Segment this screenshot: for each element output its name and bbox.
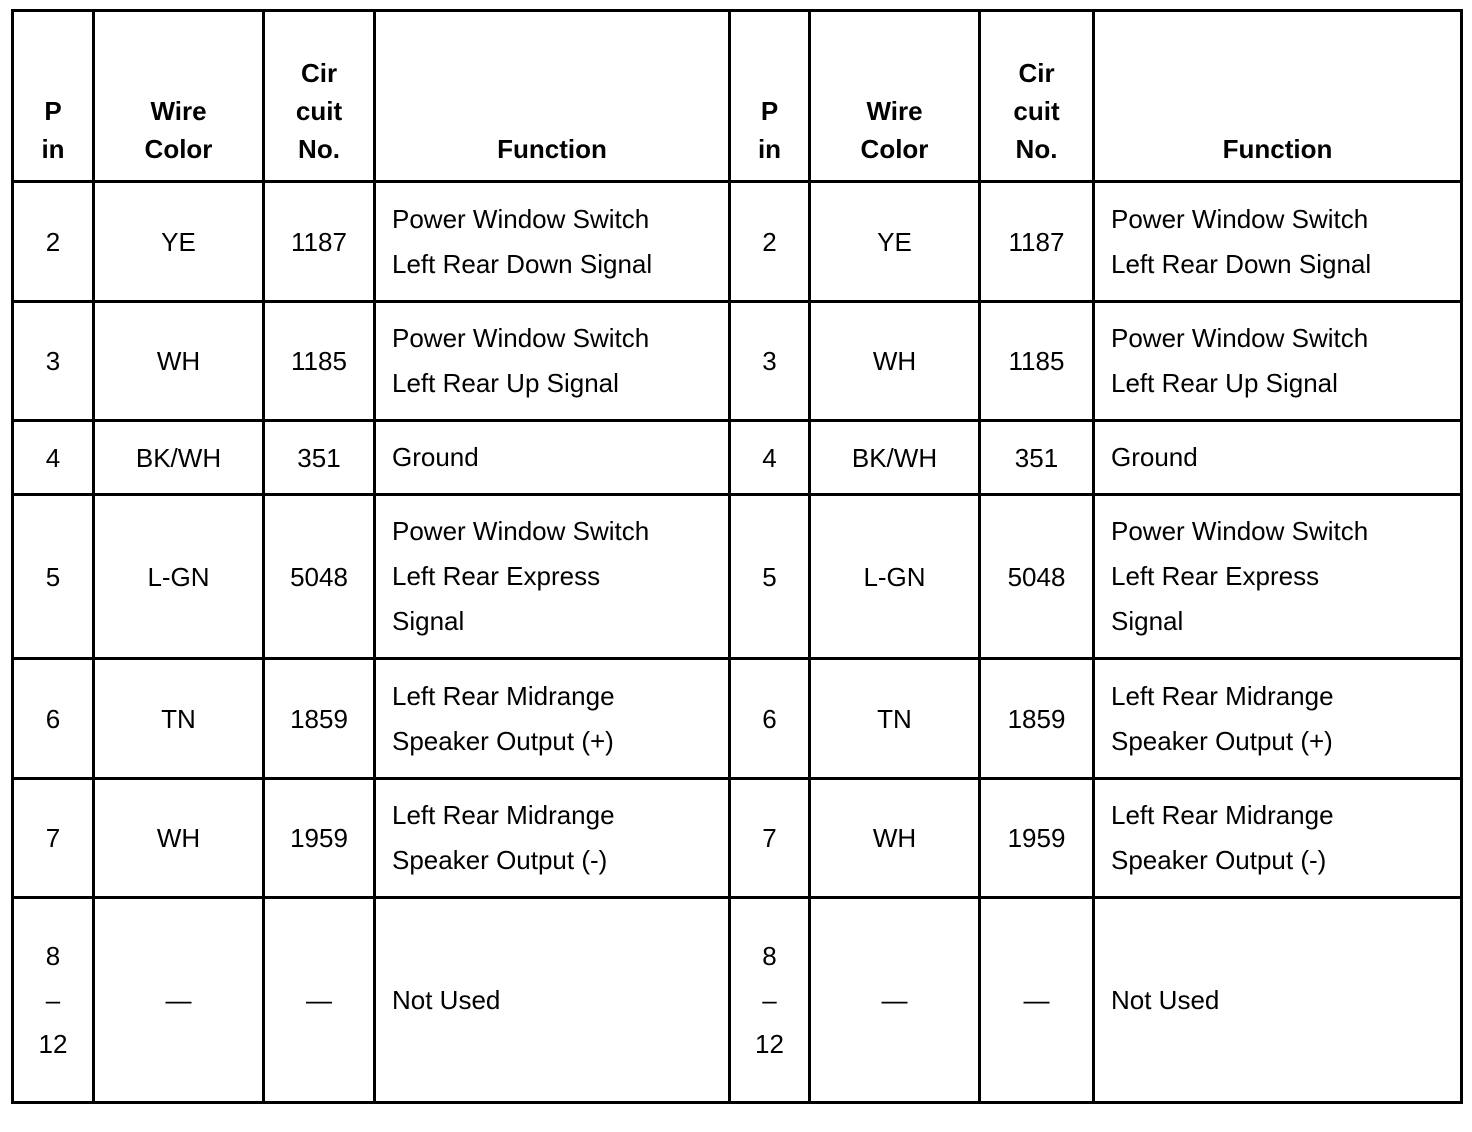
function-cell (375, 495, 730, 659)
circuit-cell: 1859 (264, 659, 375, 779)
function-line: Speaker Output (+) (1111, 725, 1333, 756)
pin-cell: 2 (13, 182, 94, 302)
wire-color-cell: — (810, 898, 980, 1103)
wire-color-cell: WH (94, 779, 264, 898)
function-cell (375, 659, 730, 779)
wire-color-cell: TN (810, 659, 980, 779)
table-row (13, 302, 1462, 421)
header-pin-left (13, 11, 94, 182)
circuit-cell: 5048 (980, 495, 1094, 659)
wire-color-cell: WH (810, 302, 980, 421)
circuit-cell: 5048 (264, 495, 375, 659)
pin-cell (730, 898, 810, 1103)
pin-cell: 5 (13, 495, 94, 659)
wire-color-cell: WH (810, 779, 980, 898)
function-line: Power Window Switch (392, 323, 650, 353)
pin-cell: 5 (730, 495, 810, 659)
header-circuit-no-left (264, 11, 375, 182)
header-circuit-line: No. (298, 134, 340, 164)
header-function-line: Function (497, 134, 607, 164)
function-line: Left Rear Down Signal (392, 248, 653, 279)
wire-color-cell: TN (94, 659, 264, 779)
function-cell (375, 302, 730, 421)
function-cell (1094, 182, 1462, 302)
function-line: Power Window Switch (1111, 516, 1369, 546)
pin-line: – (45, 985, 61, 1015)
header-pin-line: in (757, 134, 782, 164)
function-line: Signal (392, 606, 465, 636)
pin-cell: 4 (13, 421, 94, 495)
function-line: Power Window Switch (1111, 323, 1369, 353)
pin-line: 12 (755, 1029, 784, 1059)
header-pin-right (730, 11, 810, 182)
header-circuit-line: Cir (300, 58, 338, 88)
pin-line: – (762, 985, 777, 1015)
circuit-cell: 1959 (264, 779, 375, 898)
wire-color-cell: L-GN (94, 495, 264, 659)
connector-pinout-table (11, 9, 1463, 1104)
pin-line: 8 (45, 941, 61, 971)
header-wire-color-line: Wire (866, 96, 923, 126)
wire-color-cell: BK/WH (810, 421, 980, 495)
table-row (13, 182, 1462, 302)
function-cell (1094, 779, 1462, 898)
circuit-cell: 351 (264, 421, 375, 495)
function-cell (1094, 898, 1462, 1103)
header-circuit-line: No. (1015, 134, 1058, 164)
function-cell (375, 421, 730, 495)
wire-color-cell: L-GN (810, 495, 980, 659)
function-line: Speaker Output (-) (1111, 845, 1327, 875)
circuit-cell: 1959 (980, 779, 1094, 898)
function-cell (375, 182, 730, 302)
wire-color-cell: BK/WH (94, 421, 264, 495)
function-cell (1094, 495, 1462, 659)
pin-cell: 7 (13, 779, 94, 898)
wire-color-cell: — (94, 898, 264, 1103)
circuit-cell: — (264, 898, 375, 1103)
header-function-line: Function (1222, 134, 1333, 164)
table-row (13, 779, 1462, 898)
circuit-cell: 1185 (264, 302, 375, 421)
header-circuit-line: Cir (1018, 58, 1055, 88)
header-function-left (375, 11, 730, 182)
function-line: Signal (1111, 606, 1184, 636)
function-line: Not Used (392, 984, 501, 1015)
function-cell (1094, 302, 1462, 421)
table-row (13, 495, 1462, 659)
header-pin-line: P (44, 96, 62, 126)
function-line: Power Window Switch (1111, 203, 1369, 234)
function-cell (1094, 659, 1462, 779)
table-row (13, 898, 1462, 1103)
pin-cell: 4 (730, 421, 810, 495)
pin-cell (13, 898, 94, 1103)
header-circuit-no-right (980, 11, 1094, 182)
function-line: Power Window Switch (392, 203, 650, 234)
pin-cell: 3 (13, 302, 94, 421)
function-line: Speaker Output (-) (392, 845, 608, 875)
wire-color-cell: YE (810, 182, 980, 302)
header-row (13, 11, 1462, 182)
function-line: Power Window Switch (392, 516, 650, 546)
circuit-cell: 351 (980, 421, 1094, 495)
header-pin-line: P (760, 96, 779, 126)
header-wire-color-line: Wire (150, 96, 207, 126)
circuit-cell: 1187 (980, 182, 1094, 302)
function-line: Ground (392, 442, 479, 472)
header-circuit-line: cuit (295, 96, 343, 126)
circuit-cell: 1185 (980, 302, 1094, 421)
header-wire-color-line: Color (144, 134, 213, 164)
function-line: Left Rear Midrange (392, 680, 615, 711)
pin-cell: 7 (730, 779, 810, 898)
function-cell (1094, 421, 1462, 495)
header-function-right (1094, 11, 1462, 182)
function-cell (375, 779, 730, 898)
table-row (13, 421, 1462, 495)
function-line: Left Rear Down Signal (1111, 248, 1372, 279)
circuit-cell: — (980, 898, 1094, 1103)
wire-color-cell: WH (94, 302, 264, 421)
function-line: Left Rear Up Signal (1111, 368, 1338, 398)
header-pin-line: in (41, 134, 65, 164)
function-line: Left Rear Express (392, 561, 601, 591)
function-line: Left Rear Express (1111, 561, 1320, 591)
function-line: Ground (1111, 442, 1198, 472)
circuit-cell: 1187 (264, 182, 375, 302)
header-circuit-line: cuit (1013, 96, 1060, 126)
pin-line: 8 (762, 941, 777, 971)
function-line: Left Rear Midrange (392, 800, 615, 830)
function-line: Speaker Output (+) (392, 725, 614, 756)
pin-line: 12 (38, 1029, 68, 1059)
pin-cell: 6 (730, 659, 810, 779)
pin-cell: 6 (13, 659, 94, 779)
header-wire-color-right (810, 11, 980, 182)
wire-color-cell: YE (94, 182, 264, 302)
circuit-cell: 1859 (980, 659, 1094, 779)
header-wire-color-left (94, 11, 264, 182)
function-line: Left Rear Midrange (1111, 800, 1334, 830)
header-wire-color-line: Color (860, 134, 929, 164)
function-cell (375, 898, 730, 1103)
pin-cell: 3 (730, 302, 810, 421)
table-row (13, 659, 1462, 779)
function-line: Not Used (1111, 984, 1220, 1015)
pin-cell: 2 (730, 182, 810, 302)
function-line: Left Rear Midrange (1111, 680, 1334, 711)
function-line: Left Rear Up Signal (392, 368, 619, 398)
